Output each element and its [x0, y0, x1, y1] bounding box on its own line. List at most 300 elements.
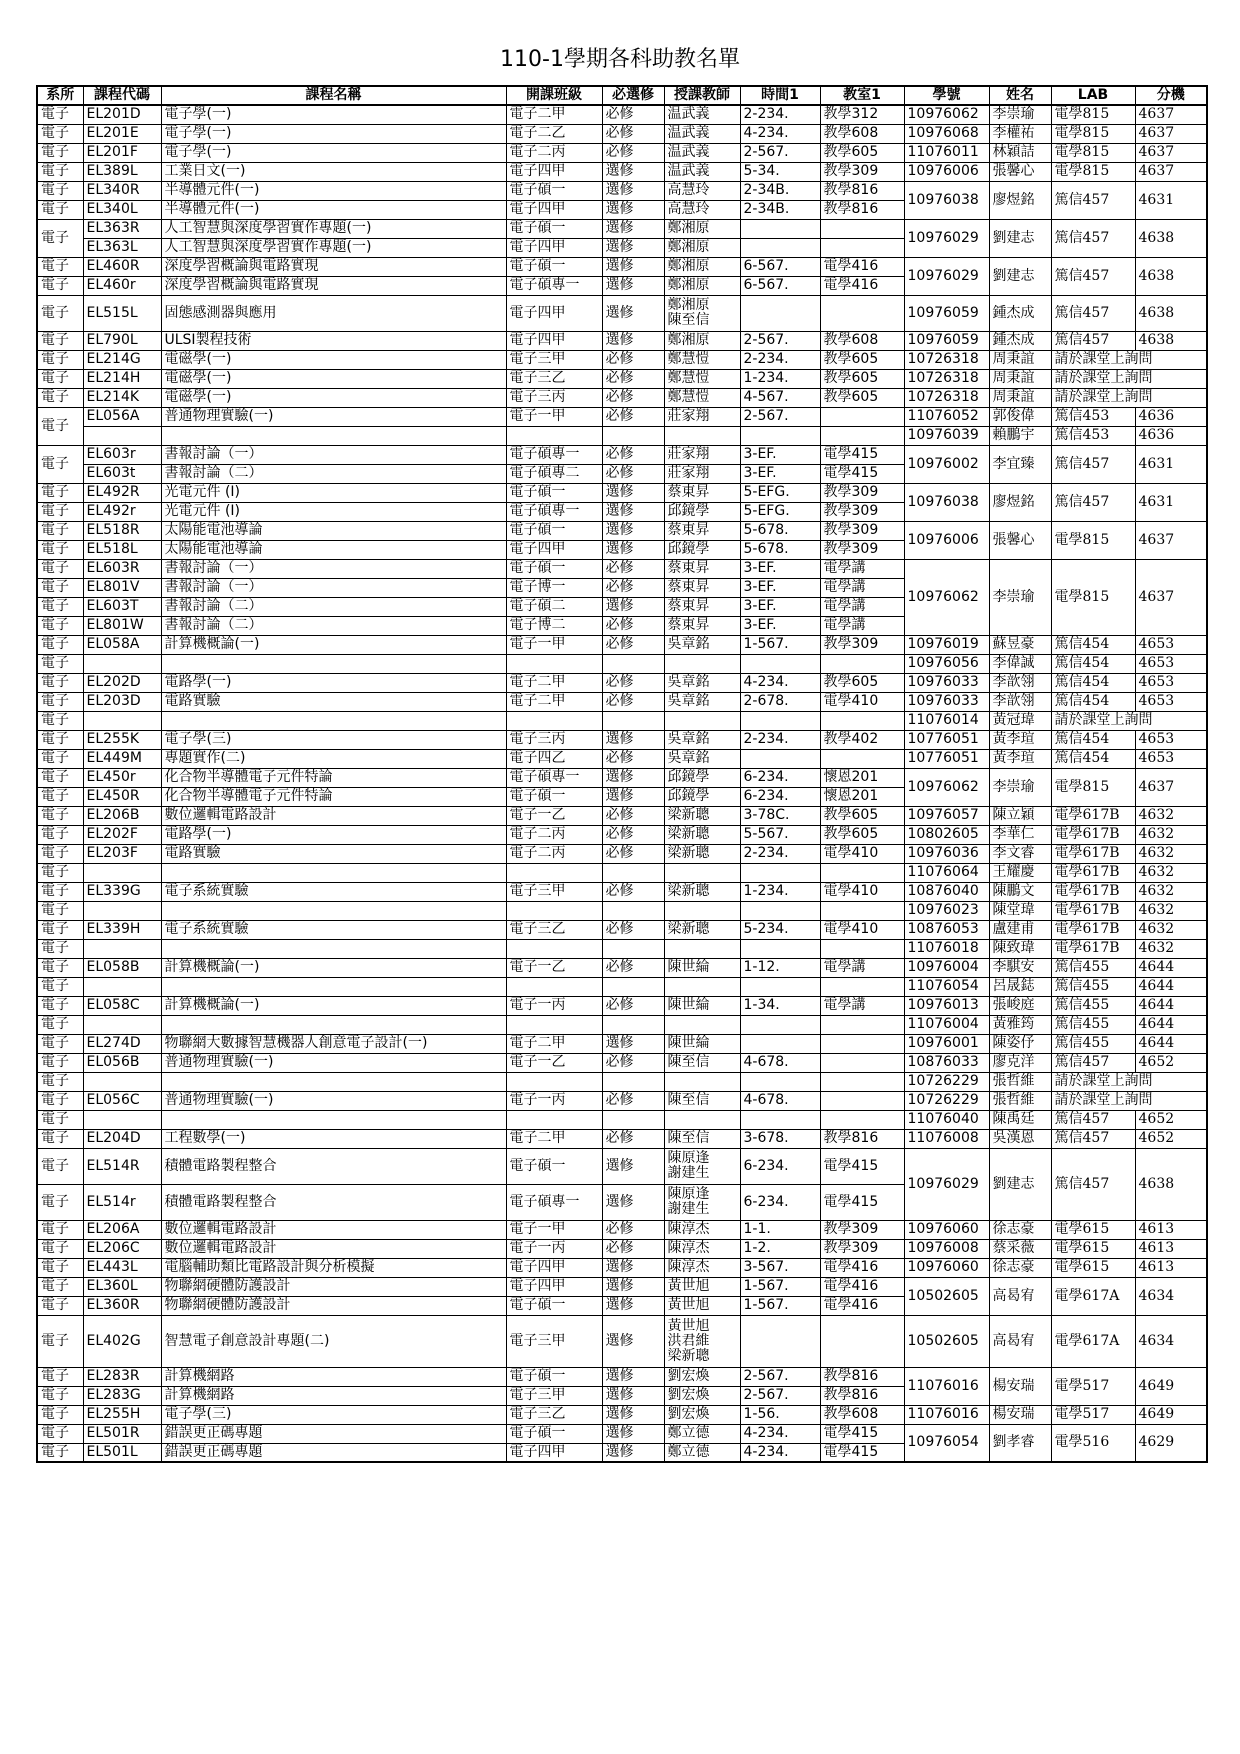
teacher-cell: 劉宏煥 [664, 1386, 740, 1405]
room-cell: 電學講 [820, 616, 904, 635]
ta-name-cell: 黃李瑄 [989, 730, 1051, 749]
ta-name-cell: 高曷宥 [989, 1315, 1051, 1367]
course-code-cell: EL255H [83, 1405, 161, 1424]
teacher-cell: 蔡東昇 [664, 578, 740, 597]
student-id-cell: 10726318 [904, 350, 989, 369]
teacher-cell: 温武義 [664, 162, 740, 181]
course-name-cell: 書報討論（一） [161, 578, 506, 597]
teacher-cell: 蔡東昇 [664, 597, 740, 616]
ext-cell: 4613 [1135, 1239, 1207, 1258]
lab-cell: 篤信457 [1051, 1129, 1135, 1148]
required-cell: 必修 [602, 616, 664, 635]
room-cell [820, 863, 904, 882]
course-name-cell: 書報討論（二） [161, 597, 506, 616]
time-cell: 1-12. [740, 958, 820, 977]
teacher-cell: 温武義 [664, 105, 740, 124]
course-name-cell: 太陽能電池導論 [161, 540, 506, 559]
course-code-cell: EL514R [83, 1148, 161, 1184]
lab-cell: 篤信454 [1051, 673, 1135, 692]
lab-cell: 電學617B [1051, 825, 1135, 844]
time-cell [740, 219, 820, 238]
student-id-cell: 10976062 [904, 559, 989, 635]
required-cell: 選修 [602, 1258, 664, 1277]
time-cell: 6-567. [740, 276, 820, 295]
course-code-cell: EL501R [83, 1424, 161, 1443]
ta-name-cell: 李崇瑜 [989, 559, 1051, 635]
ext-cell: 4637 [1135, 162, 1207, 181]
course-name-cell: 半導體元件(一) [161, 200, 506, 219]
teacher-cell: 温武義 [664, 143, 740, 162]
ext-cell: 4653 [1135, 692, 1207, 711]
teacher-cell: 鄭湘原 [664, 219, 740, 238]
table-row [37, 977, 1207, 996]
table-row [37, 1424, 1207, 1443]
time-cell: 3-EF. [740, 445, 820, 464]
ext-cell: 4632 [1135, 844, 1207, 863]
class-cell: 電子碩一 [506, 521, 602, 540]
course-name-cell: ULSI製程技術 [161, 331, 506, 350]
course-code-cell: EL460R [83, 257, 161, 276]
ta-name-cell: 陳堂瑋 [989, 901, 1051, 920]
ext-cell: 4652 [1135, 1129, 1207, 1148]
time-cell [740, 654, 820, 673]
ta-name-cell: 高曷宥 [989, 1277, 1051, 1315]
required-cell: 選修 [602, 331, 664, 350]
room-cell [820, 939, 904, 958]
ta-name-cell: 蔡采薇 [989, 1239, 1051, 1258]
student-id-cell: 10802605 [904, 825, 989, 844]
teacher-cell: 鄭立德 [664, 1424, 740, 1443]
lab-cell: 篤信454 [1051, 730, 1135, 749]
table-row [37, 1015, 1207, 1034]
teacher-cell: 陳淳杰 [664, 1239, 740, 1258]
ta-name-cell: 李崇瑜 [989, 105, 1051, 124]
table-row [37, 124, 1207, 143]
course-name-cell: 電路實驗 [161, 692, 506, 711]
lab-cell: 請於課堂上詢問 [1051, 388, 1207, 407]
class-cell: 電子博二 [506, 616, 602, 635]
ext-cell: 4653 [1135, 749, 1207, 768]
teacher-cell: 陳原逢 謝建生 [664, 1148, 740, 1184]
lab-cell: 電學617B [1051, 806, 1135, 825]
time-cell: 1-234. [740, 369, 820, 388]
course-code-cell [83, 863, 161, 882]
required-cell: 必修 [602, 578, 664, 597]
class-cell: 電子二丙 [506, 825, 602, 844]
class-cell: 電子二甲 [506, 673, 602, 692]
class-cell [506, 939, 602, 958]
table-row [37, 1091, 1207, 1110]
dept-cell: 電子 [37, 388, 83, 407]
table-row [37, 1405, 1207, 1424]
dept-cell: 電子 [37, 369, 83, 388]
room-cell: 電學415 [820, 1443, 904, 1462]
student-id-cell: 11076011 [904, 143, 989, 162]
course-name-cell [161, 1015, 506, 1034]
ta-name-cell: 黃李瑄 [989, 749, 1051, 768]
time-cell: 2-567. [740, 1386, 820, 1405]
time-cell: 6-234. [740, 1148, 820, 1184]
student-id-cell: 10976006 [904, 521, 989, 559]
table-row [37, 996, 1207, 1015]
course-code-cell: EL340L [83, 200, 161, 219]
class-cell [506, 977, 602, 996]
teacher-cell: 梁新聰 [664, 806, 740, 825]
course-name-cell: 固態感測器與應用 [161, 295, 506, 331]
ext-cell: 4637 [1135, 105, 1207, 124]
required-cell [602, 977, 664, 996]
ta-name-cell: 賴鵬宇 [989, 426, 1051, 445]
dept-cell: 電子 [37, 1072, 83, 1091]
teacher-cell: 黃世旭 [664, 1277, 740, 1296]
lab-cell: 電學615 [1051, 1239, 1135, 1258]
course-name-cell: 書報討論（二） [161, 464, 506, 483]
table-row [37, 1315, 1207, 1367]
dept-cell: 電子 [37, 844, 83, 863]
teacher-cell: 梁新聰 [664, 920, 740, 939]
ta-name-cell: 李崇瑜 [989, 768, 1051, 806]
time-cell: 4-234. [740, 673, 820, 692]
time-cell [740, 711, 820, 730]
teacher-cell [664, 711, 740, 730]
ta-name-cell: 陳禹廷 [989, 1110, 1051, 1129]
ta-name-cell: 李偉誠 [989, 654, 1051, 673]
class-cell: 電子四甲 [506, 162, 602, 181]
required-cell: 必修 [602, 844, 664, 863]
room-cell: 電學講 [820, 996, 904, 1015]
class-cell: 電子二甲 [506, 105, 602, 124]
table-row [37, 143, 1207, 162]
header-room: 教室1 [820, 86, 904, 105]
lab-cell: 篤信455 [1051, 977, 1135, 996]
teacher-cell [664, 1072, 740, 1091]
room-cell [820, 654, 904, 673]
student-id-cell: 10976056 [904, 654, 989, 673]
course-name-cell: 普通物理實驗(一) [161, 1091, 506, 1110]
class-cell: 電子博一 [506, 578, 602, 597]
required-cell: 選修 [602, 483, 664, 502]
ta-name-cell: 周秉誼 [989, 369, 1051, 388]
student-id-cell: 10502605 [904, 1315, 989, 1367]
course-name-cell [161, 863, 506, 882]
student-id-cell: 10976054 [904, 1424, 989, 1462]
table-row [37, 863, 1207, 882]
course-name-cell: 數位邏輯電路設計 [161, 1220, 506, 1239]
course-code-cell: EL518L [83, 540, 161, 559]
ext-cell: 4638 [1135, 331, 1207, 350]
lab-cell: 篤信454 [1051, 692, 1135, 711]
teacher-cell: 陳淳杰 [664, 1220, 740, 1239]
class-cell: 電子碩專一 [506, 445, 602, 464]
lab-cell: 篤信457 [1051, 1148, 1135, 1220]
teacher-cell: 陳淳杰 [664, 1258, 740, 1277]
course-name-cell: 電路學(一) [161, 673, 506, 692]
time-cell: 4-234. [740, 1443, 820, 1462]
course-name-cell: 普通物理實驗(一) [161, 407, 506, 426]
teacher-cell: 高慧玲 [664, 200, 740, 219]
lab-cell: 篤信457 [1051, 1110, 1135, 1129]
dept-cell: 電子 [37, 1129, 83, 1148]
table-row [37, 711, 1207, 730]
ext-cell: 4638 [1135, 1148, 1207, 1220]
ext-cell: 4637 [1135, 521, 1207, 559]
table-row [37, 1220, 1207, 1239]
dept-cell: 電子 [37, 1220, 83, 1239]
room-cell [820, 749, 904, 768]
required-cell: 必修 [602, 920, 664, 939]
course-code-cell: EL274D [83, 1034, 161, 1053]
class-cell: 電子三甲 [506, 1386, 602, 1405]
dept-cell: 電子 [37, 1053, 83, 1072]
room-cell: 教學605 [820, 350, 904, 369]
class-cell: 電子四甲 [506, 1277, 602, 1296]
class-cell: 電子二丙 [506, 143, 602, 162]
required-cell: 選修 [602, 521, 664, 540]
ta-name-cell: 周秉誼 [989, 350, 1051, 369]
course-code-cell: EL450R [83, 787, 161, 806]
room-cell: 電學415 [820, 464, 904, 483]
ext-cell: 4644 [1135, 958, 1207, 977]
required-cell: 必修 [602, 825, 664, 844]
time-cell: 1-56. [740, 1405, 820, 1424]
ta-name-cell: 王耀慶 [989, 863, 1051, 882]
room-cell [820, 977, 904, 996]
class-cell: 電子二甲 [506, 1129, 602, 1148]
dept-cell: 電子 [37, 1034, 83, 1053]
room-cell: 電學410 [820, 692, 904, 711]
required-cell: 必修 [602, 388, 664, 407]
course-code-cell: EL202D [83, 673, 161, 692]
table-row [37, 958, 1207, 977]
teacher-cell [664, 426, 740, 445]
class-cell: 電子碩一 [506, 257, 602, 276]
room-cell [820, 1072, 904, 1091]
time-cell: 1-567. [740, 1296, 820, 1315]
ta-name-cell: 鍾杰成 [989, 331, 1051, 350]
required-cell [602, 1015, 664, 1034]
student-id-cell: 10776051 [904, 749, 989, 768]
header-code: 課程代碼 [83, 86, 161, 105]
header-time: 時間1 [740, 86, 820, 105]
table-row [37, 901, 1207, 920]
required-cell: 選修 [602, 295, 664, 331]
student-id-cell: 10976013 [904, 996, 989, 1015]
lab-cell: 篤信457 [1051, 445, 1135, 483]
course-name-cell: 錯誤更正碼專題 [161, 1424, 506, 1443]
ta-name-cell: 黃雅筠 [989, 1015, 1051, 1034]
required-cell [602, 1110, 664, 1129]
dept-cell: 電子 [37, 1110, 83, 1129]
course-name-cell [161, 977, 506, 996]
time-cell [740, 1315, 820, 1367]
required-cell: 必修 [602, 124, 664, 143]
student-id-cell: 10976002 [904, 445, 989, 483]
dept-cell: 電子 [37, 654, 83, 673]
course-name-cell: 普通物理實驗(一) [161, 1053, 506, 1072]
course-name-cell: 物聯網大數據智慧機器人創意電子設計(一) [161, 1034, 506, 1053]
time-cell [740, 1110, 820, 1129]
class-cell: 電子四甲 [506, 1258, 602, 1277]
class-cell: 電子二甲 [506, 1034, 602, 1053]
class-cell: 電子一乙 [506, 1053, 602, 1072]
lab-cell: 篤信457 [1051, 483, 1135, 521]
time-cell: 3-EF. [740, 616, 820, 635]
room-cell: 教學309 [820, 502, 904, 521]
header-course: 課程名稱 [161, 86, 506, 105]
required-cell: 選修 [602, 1296, 664, 1315]
room-cell [820, 1053, 904, 1072]
course-code-cell: EL501L [83, 1443, 161, 1462]
student-id-cell: 10976060 [904, 1220, 989, 1239]
room-cell: 教學816 [820, 1129, 904, 1148]
course-code-cell: EL203D [83, 692, 161, 711]
dept-cell: 電子 [37, 806, 83, 825]
time-cell: 2-678. [740, 692, 820, 711]
ta-name-cell: 陳鵬文 [989, 882, 1051, 901]
required-cell: 必修 [602, 1053, 664, 1072]
course-code-cell: EL515L [83, 295, 161, 331]
room-cell [820, 295, 904, 331]
student-id-cell: 10976057 [904, 806, 989, 825]
time-cell: 2-567. [740, 407, 820, 426]
room-cell [820, 407, 904, 426]
ext-cell: 4653 [1135, 654, 1207, 673]
table-row [37, 257, 1207, 276]
table-row [37, 1258, 1207, 1277]
required-cell: 必修 [602, 673, 664, 692]
teacher-cell: 吳章銘 [664, 749, 740, 768]
ta-name-cell: 黃冠瑋 [989, 711, 1051, 730]
time-cell: 3-567. [740, 1258, 820, 1277]
ext-cell: 4644 [1135, 1034, 1207, 1053]
required-cell: 選修 [602, 502, 664, 521]
class-cell: 電子三甲 [506, 882, 602, 901]
course-name-cell: 數位邏輯電路設計 [161, 806, 506, 825]
room-cell: 電學講 [820, 559, 904, 578]
table-row [37, 673, 1207, 692]
course-name-cell: 物聯網硬體防護設計 [161, 1277, 506, 1296]
time-cell: 2-34B. [740, 200, 820, 219]
lab-cell: 篤信453 [1051, 407, 1135, 426]
table-row [37, 445, 1207, 464]
required-cell: 必修 [602, 105, 664, 124]
class-cell: 電子三甲 [506, 350, 602, 369]
ext-cell: 4631 [1135, 483, 1207, 521]
table-row [37, 1148, 1207, 1184]
course-code-cell: EL790L [83, 331, 161, 350]
dept-cell: 電子 [37, 1386, 83, 1405]
course-name-cell: 積體電路製程整合 [161, 1148, 506, 1184]
student-id-cell: 10976038 [904, 181, 989, 219]
dept-cell: 電子 [37, 578, 83, 597]
time-cell: 6-234. [740, 1184, 820, 1220]
room-cell: 電學415 [820, 1148, 904, 1184]
class-cell: 電子碩專二 [506, 464, 602, 483]
student-id-cell: 10976029 [904, 257, 989, 295]
course-code-cell: EL518R [83, 521, 161, 540]
lab-cell: 電學617B [1051, 882, 1135, 901]
teacher-cell: 邱鏡學 [664, 787, 740, 806]
ext-cell: 4637 [1135, 559, 1207, 635]
teacher-cell: 莊家翔 [664, 407, 740, 426]
dept-cell: 電子 [37, 920, 83, 939]
room-cell: 教學402 [820, 730, 904, 749]
dept-cell: 電子 [37, 1315, 83, 1367]
ta-table [36, 85, 1208, 1463]
required-cell [602, 654, 664, 673]
teacher-cell: 梁新聰 [664, 844, 740, 863]
ta-name-cell: 楊安瑞 [989, 1405, 1051, 1424]
required-cell: 選修 [602, 1184, 664, 1220]
teacher-cell: 陳至信 [664, 1129, 740, 1148]
dept-cell: 電子 [37, 882, 83, 901]
table-row [37, 939, 1207, 958]
table-row [37, 749, 1207, 768]
room-cell: 教學605 [820, 825, 904, 844]
table-row [37, 730, 1207, 749]
dept-cell: 電子 [37, 540, 83, 559]
course-code-cell: EL492r [83, 502, 161, 521]
dept-cell: 電子 [37, 483, 83, 502]
lab-cell: 電學617B [1051, 939, 1135, 958]
course-code-cell [83, 654, 161, 673]
ta-name-cell: 李文睿 [989, 844, 1051, 863]
room-cell: 電學講 [820, 597, 904, 616]
time-cell: 5-567. [740, 825, 820, 844]
ta-name-cell: 徐志豪 [989, 1220, 1051, 1239]
course-name-cell: 電子系統實驗 [161, 882, 506, 901]
header-required: 必選修 [602, 86, 664, 105]
room-cell: 電學416 [820, 257, 904, 276]
time-cell: 2-234. [740, 105, 820, 124]
table-row [37, 407, 1207, 426]
class-cell: 電子一甲 [506, 1220, 602, 1239]
class-cell: 電子碩一 [506, 1296, 602, 1315]
room-cell: 電學416 [820, 276, 904, 295]
course-code-cell: EL056A [83, 407, 161, 426]
ext-cell: 4638 [1135, 295, 1207, 331]
teacher-cell [664, 863, 740, 882]
table-row [37, 521, 1207, 540]
lab-cell: 篤信457 [1051, 257, 1135, 295]
ext-cell: 4637 [1135, 768, 1207, 806]
lab-cell: 電學815 [1051, 162, 1135, 181]
course-name-cell: 計算機概論(一) [161, 635, 506, 654]
course-name-cell: 人工智慧與深度學習實作專題(一) [161, 219, 506, 238]
dept-cell: 電子 [37, 1015, 83, 1034]
course-name-cell: 計算機網路 [161, 1386, 506, 1405]
header-ext: 分機 [1135, 86, 1207, 105]
required-cell: 選修 [602, 768, 664, 787]
student-id-cell: 11076016 [904, 1405, 989, 1424]
ta-name-cell: 劉建志 [989, 257, 1051, 295]
room-cell [820, 901, 904, 920]
required-cell: 選修 [602, 1277, 664, 1296]
course-name-cell: 智慧電子創意設計專題(二) [161, 1315, 506, 1367]
time-cell: 5-EFG. [740, 502, 820, 521]
header-row [37, 86, 1207, 105]
table-row [37, 105, 1207, 124]
ta-name-cell: 吳漢恩 [989, 1129, 1051, 1148]
course-code-cell: EL255K [83, 730, 161, 749]
time-cell [740, 863, 820, 882]
class-cell: 電子一乙 [506, 958, 602, 977]
ext-cell: 4632 [1135, 863, 1207, 882]
course-code-cell: EL801V [83, 578, 161, 597]
table-row [37, 350, 1207, 369]
student-id-cell: 10976059 [904, 295, 989, 331]
course-name-cell: 積體電路製程整合 [161, 1184, 506, 1220]
